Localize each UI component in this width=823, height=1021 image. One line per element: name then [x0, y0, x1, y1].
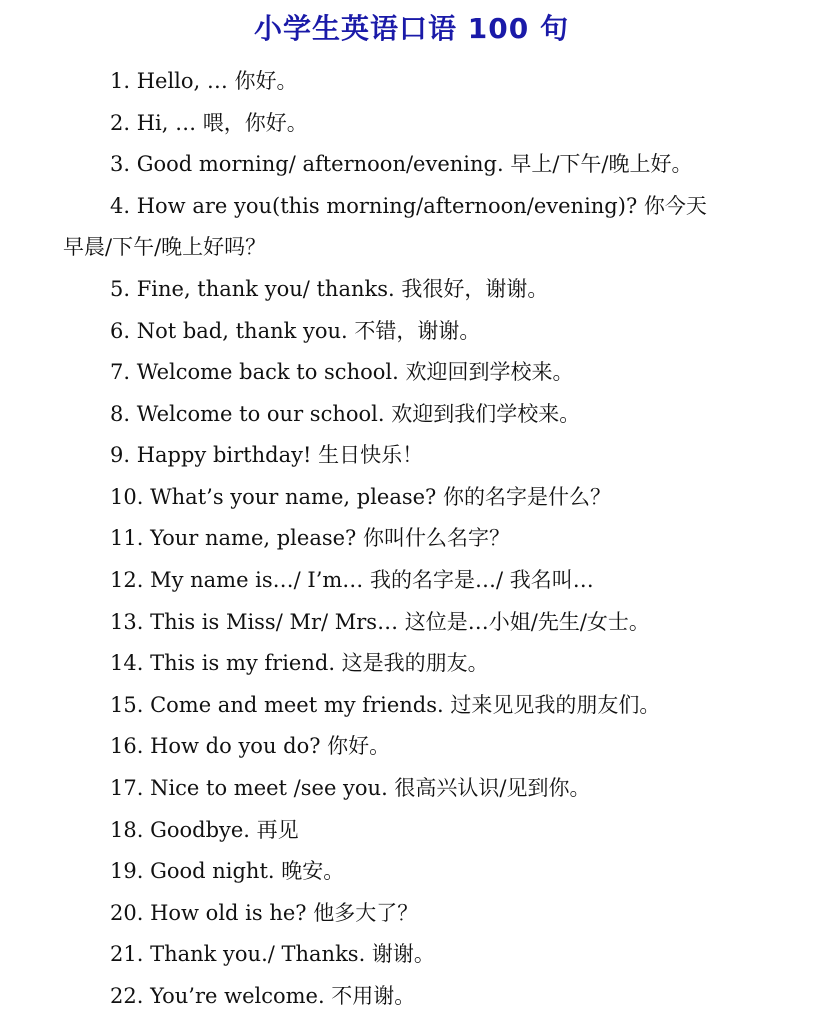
list-item: 8. Welcome to our school. 欢迎到我们学校来。 — [110, 402, 581, 426]
list-item: 20. How old is he? 他多大了？ — [110, 901, 419, 925]
list-item: 17. Nice to meet /see you. 很高兴认识/见到你。 — [110, 776, 591, 800]
list-item: 15. Come and meet my friends. 过来见见我的朋友们。 — [110, 693, 661, 717]
list-item: 9. Happy birthday! 生日快乐！ — [110, 443, 424, 467]
list-item: 2. Hi, … 喂，你好。 — [110, 111, 308, 135]
list-item: 7. Welcome back to school. 欢迎回到学校来。 — [110, 360, 574, 384]
list-item: 12. My name is…/ I’m… 我的名字是…/ 我名叫… — [110, 568, 594, 592]
page-title: 小学生英语口语 100 句 — [254, 12, 569, 45]
list-item: 16. How do you do? 你好。 — [110, 734, 391, 758]
list-item: 14. This is my friend. 这是我的朋友。 — [110, 651, 489, 675]
list-item: 18. Goodbye. 再见 — [110, 818, 299, 842]
list-item: 11. Your name, please? 你叫什么名字？ — [110, 526, 510, 550]
list-item: 10. What’s your name, please? 你的名字是什么？ — [110, 485, 611, 509]
list-item: 3. Good morning/ afternoon/evening. 早上/下午/晚上好。 — [110, 152, 693, 176]
list-item: 22. You’re welcome. 不用谢。 — [110, 984, 416, 1008]
list-item: 5. Fine, thank you/ thanks. 我很好，谢谢。 — [110, 277, 549, 301]
list-item: 4. How are you(this morning/afternoon/evening)? 你今天 — [110, 194, 707, 218]
list-item: 13. This is Miss/ Mr/ Mrs… 这位是…小姐/先生/女士。 — [110, 610, 650, 634]
list-item: 6. Not bad, thank you. 不错，谢谢。 — [110, 319, 481, 343]
list-item: 1. Hello, … 你好。 — [110, 69, 298, 93]
list-item: 21. Thank you./ Thanks. 谢谢。 — [110, 942, 435, 966]
list-item: 19. Good night. 晚安。 — [110, 859, 345, 883]
list-item-continuation: 早晨/下午/晚上好吗？ — [63, 235, 267, 259]
